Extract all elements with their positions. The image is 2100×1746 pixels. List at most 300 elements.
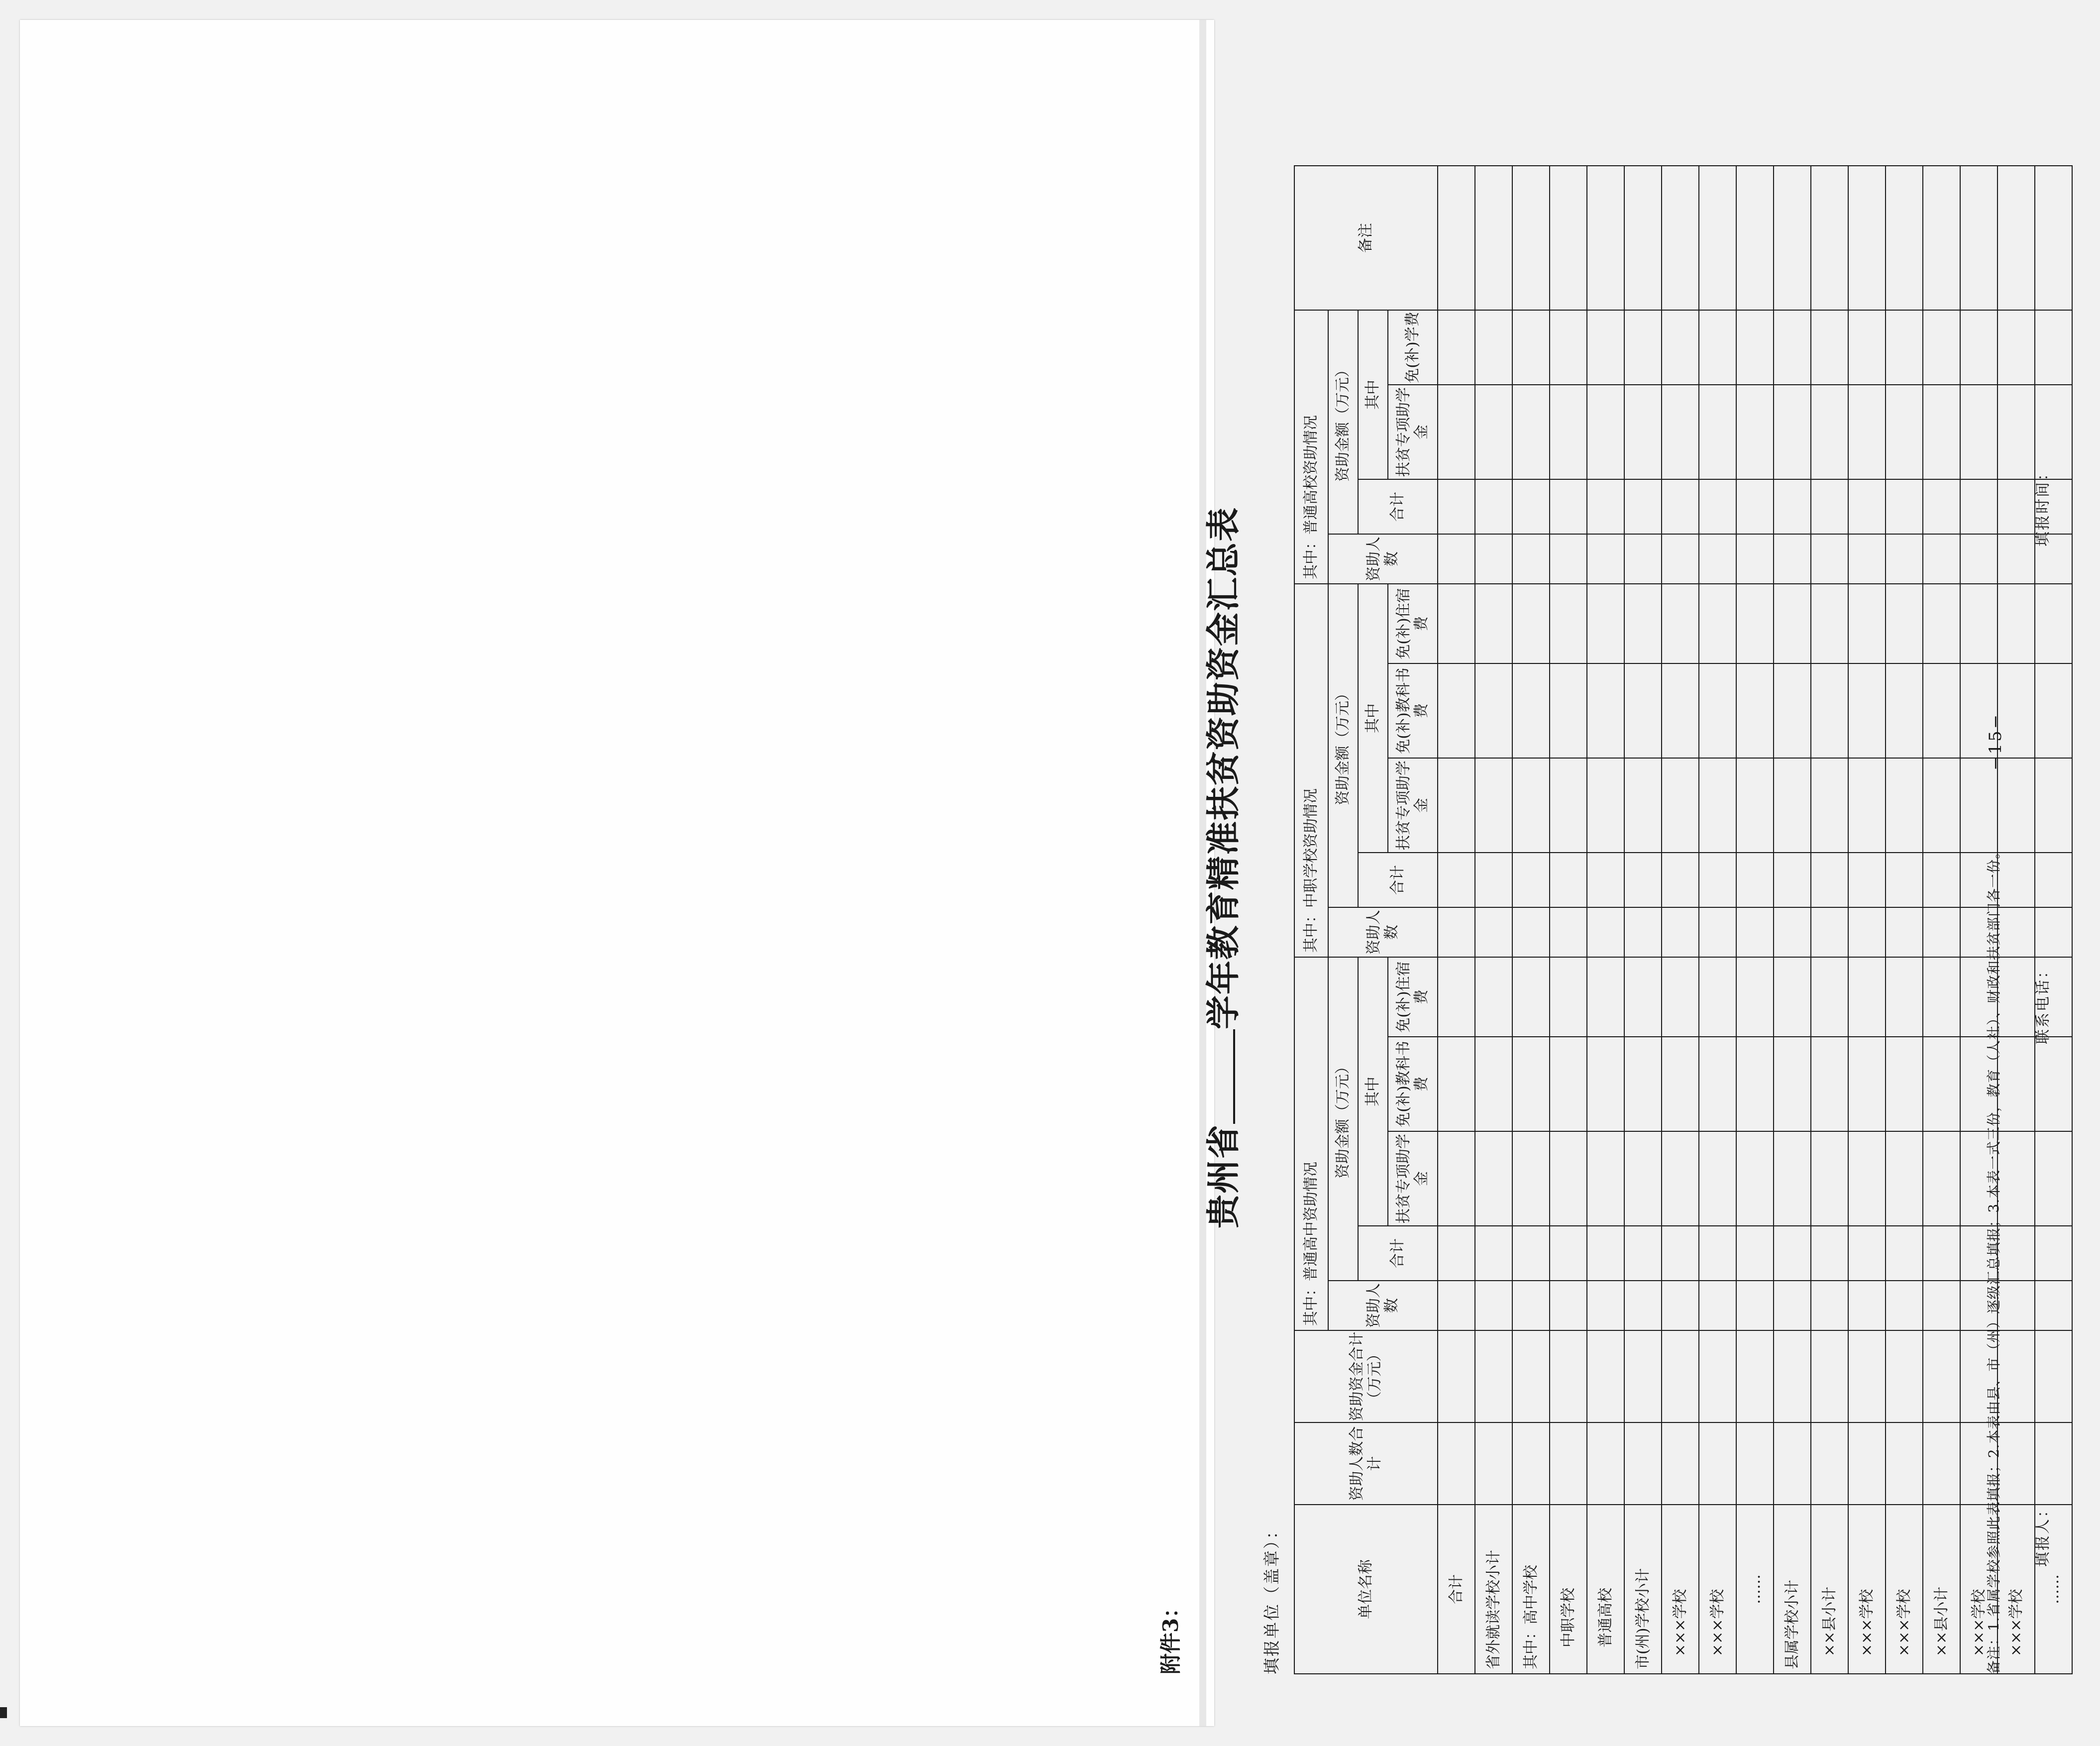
table-cell <box>1587 1281 1624 1330</box>
table-cell <box>1587 479 1624 534</box>
page-number: −15− <box>1986 712 2005 770</box>
header-zhongzhi-group: 其中：中职学校资助情况 <box>1294 584 1328 957</box>
table-cell <box>1662 310 1699 385</box>
table-cell <box>1699 584 1736 663</box>
table-cell <box>1624 385 1662 479</box>
table-cell <box>1587 385 1624 479</box>
table-cell <box>1886 663 1923 758</box>
header-gaozhong-poverty-grant: 扶贫专项助学金 <box>1388 1131 1438 1226</box>
table-cell <box>1699 1037 1736 1131</box>
table-row <box>1475 166 1512 1674</box>
table-cell <box>1475 1422 1512 1505</box>
table-cell <box>1662 385 1699 479</box>
table-cell <box>1848 663 1886 758</box>
table-cell <box>1512 479 1550 534</box>
table-cell <box>1624 1422 1662 1505</box>
table-cell <box>2035 310 2072 385</box>
table-cell <box>1438 1422 1475 1505</box>
table-cell <box>1662 758 1699 853</box>
table-cell <box>1736 663 1774 758</box>
table-cell <box>1923 479 1960 534</box>
table-cell <box>1736 1131 1774 1226</box>
table-cell <box>1848 479 1886 534</box>
table-cell <box>2035 1037 2072 1131</box>
table-cell <box>1475 853 1512 907</box>
row-label: 县属学校小计 <box>1774 1505 1811 1674</box>
table-cell <box>1997 166 2035 310</box>
table-cell <box>1624 310 1662 385</box>
table-cell <box>1848 385 1886 479</box>
table-cell <box>1587 1330 1624 1422</box>
table-cell <box>1774 310 1811 385</box>
table-cell <box>1587 957 1624 1037</box>
table-cell <box>1811 534 1848 584</box>
scan-edge-mark <box>0 1707 7 1718</box>
table-cell <box>1848 758 1886 853</box>
table-cell <box>1736 1422 1774 1505</box>
table-cell <box>1662 663 1699 758</box>
table-cell <box>1923 385 1960 479</box>
table-cell <box>2035 907 2072 957</box>
table-cell <box>1811 907 1848 957</box>
table-cell <box>1587 1037 1624 1131</box>
table-cell <box>1736 1330 1774 1422</box>
header-zhongzhi-of-which: 其中 <box>1358 584 1388 853</box>
table-cell <box>1774 385 1811 479</box>
table-cell <box>1699 534 1736 584</box>
header-gaozhong-of-which: 其中 <box>1358 957 1388 1226</box>
table-row <box>1587 166 1624 1674</box>
table-cell <box>1811 1281 1848 1330</box>
table-cell <box>1587 534 1624 584</box>
table-cell <box>1923 957 1960 1037</box>
table-cell <box>1662 1226 1699 1281</box>
table-cell <box>1774 479 1811 534</box>
table-cell <box>1624 166 1662 310</box>
table-body <box>1438 166 2072 1674</box>
table-cell <box>1438 479 1475 534</box>
table-cell <box>2035 166 2072 310</box>
document-title <box>1197 507 1245 1228</box>
table-cell <box>1811 310 1848 385</box>
table-cell <box>1886 166 1923 310</box>
table-cell <box>1587 1226 1624 1281</box>
table-cell <box>1774 853 1811 907</box>
table-cell <box>1438 853 1475 907</box>
table-cell <box>1923 907 1960 957</box>
table-cell <box>1848 1226 1886 1281</box>
table-cell <box>1923 584 1960 663</box>
table-cell <box>1475 1037 1512 1131</box>
header-total-funds: 资助资金合计（万元） <box>1294 1330 1438 1422</box>
table-cell <box>1512 1330 1550 1422</box>
table-row <box>1774 166 1811 1674</box>
row-label: 市(州)学校小计 <box>1624 1505 1662 1674</box>
table-cell <box>1587 584 1624 663</box>
table-cell <box>1997 584 2035 663</box>
table-cell <box>1886 1422 1923 1505</box>
table-cell <box>1886 1226 1923 1281</box>
table-row <box>1736 166 1774 1674</box>
table-cell <box>1438 1131 1475 1226</box>
table-cell <box>1624 534 1662 584</box>
table-row <box>1438 166 1475 1674</box>
table-cell <box>1550 853 1587 907</box>
table-cell <box>1774 534 1811 584</box>
scanned-page <box>20 20 1214 1726</box>
table-cell <box>1886 479 1923 534</box>
table-cell <box>1550 957 1587 1037</box>
table-cell <box>1848 853 1886 907</box>
table-cell <box>1699 957 1736 1037</box>
table-cell <box>1438 663 1475 758</box>
table-cell <box>1774 584 1811 663</box>
table-cell <box>1997 853 2035 907</box>
table-cell <box>1624 758 1662 853</box>
table-cell <box>1624 1281 1662 1330</box>
table-cell <box>1550 1131 1587 1226</box>
table-cell <box>1475 310 1512 385</box>
table-cell <box>1736 310 1774 385</box>
table-cell <box>1886 534 1923 584</box>
row-label: ××县小计 <box>1923 1505 1960 1674</box>
row-label: 中职学校 <box>1550 1505 1587 1674</box>
table-cell <box>1475 1131 1512 1226</box>
fill-unit-label: 填报单位（盖章）： <box>1262 1521 1281 1674</box>
table-cell <box>1736 758 1774 853</box>
header-gaoxiao-of-which: 其中 <box>1358 310 1388 479</box>
table-cell <box>1662 1281 1699 1330</box>
table-cell <box>1699 853 1736 907</box>
row-label: 普通高校 <box>1587 1505 1624 1674</box>
footer-notes: 备注：1.省属学校参照此表填报；2.本表由县、市（州）逐级汇总填报；3.本表一式三份，教育（人社）、财政和扶贫部门各一份。 <box>1986 844 2002 1674</box>
title-prefix: 贵州省 <box>1204 1123 1244 1228</box>
fill-person-label: 填报人： <box>2034 1501 2052 1567</box>
table-cell <box>1550 1281 1587 1330</box>
row-label: 省外就读学校小计 <box>1475 1505 1512 1674</box>
table-cell <box>1550 166 1587 310</box>
table-cell <box>1662 853 1699 907</box>
table-cell <box>2035 1226 2072 1281</box>
table-cell <box>1886 907 1923 957</box>
table-cell <box>1811 584 1848 663</box>
header-gaoxiao-poverty-grant: 扶贫专项助学金 <box>1388 385 1438 479</box>
table-cell <box>1811 957 1848 1037</box>
table-cell <box>1512 1281 1550 1330</box>
table-cell <box>1699 310 1736 385</box>
table-cell <box>2035 1281 2072 1330</box>
table-cell <box>1997 479 2035 534</box>
header-total-people: 资助人数合计 <box>1294 1422 1438 1505</box>
header-zhongzhi-lodging-fee: 免(补)住宿费 <box>1388 584 1438 663</box>
table-cell <box>1512 663 1550 758</box>
table-cell <box>1662 534 1699 584</box>
table-cell <box>1512 310 1550 385</box>
table-cell <box>2035 584 2072 663</box>
table-cell <box>1960 166 1997 310</box>
table-cell <box>1550 1330 1587 1422</box>
table-cell <box>1475 663 1512 758</box>
table-row <box>1662 166 1699 1674</box>
table-cell <box>1923 1037 1960 1131</box>
table-cell <box>1438 166 1475 310</box>
header-zhongzhi-poverty-grant: 扶贫专项助学金 <box>1388 758 1438 853</box>
table-cell <box>1886 584 1923 663</box>
table-cell <box>1438 1281 1475 1330</box>
table-cell <box>1736 1226 1774 1281</box>
table-cell <box>1438 1226 1475 1281</box>
table-cell <box>1475 534 1512 584</box>
table-cell <box>1438 584 1475 663</box>
table-cell <box>1848 1422 1886 1505</box>
table-cell <box>1811 663 1848 758</box>
table-cell <box>1550 1037 1587 1131</box>
table-cell <box>1774 957 1811 1037</box>
table-cell <box>1550 385 1587 479</box>
table-cell <box>2035 1422 2072 1505</box>
table-cell <box>1774 1037 1811 1131</box>
table-cell <box>1848 1037 1886 1131</box>
table-row <box>1624 166 1662 1674</box>
header-gaozhong-amount: 资助金额（万元） <box>1328 957 1358 1281</box>
table-cell <box>1699 907 1736 957</box>
table-cell <box>1848 1330 1886 1422</box>
table-row <box>1811 166 1848 1674</box>
row-label: 其中：高中学校 <box>1512 1505 1550 1674</box>
table-cell <box>1550 1422 1587 1505</box>
table-cell <box>1923 1281 1960 1330</box>
table-cell <box>1662 166 1699 310</box>
table-cell <box>1475 758 1512 853</box>
row-label: 合计 <box>1438 1505 1475 1674</box>
header-unit-name: 单位名称 <box>1294 1505 1438 1674</box>
table-cell <box>1662 1037 1699 1131</box>
table-cell <box>1624 663 1662 758</box>
table-cell <box>1774 1226 1811 1281</box>
summary-table <box>1294 165 2073 1674</box>
table-cell <box>1624 1037 1662 1131</box>
header-gaozhong-group: 其中：普通高中资助情况 <box>1294 957 1328 1330</box>
table-cell <box>1699 479 1736 534</box>
table-cell <box>1736 1037 1774 1131</box>
header-gaozhong-textbook-fee: 免(补)教科书费 <box>1388 1037 1438 1131</box>
table-cell <box>1438 957 1475 1037</box>
table-cell <box>1960 584 1997 663</box>
table-cell <box>1438 385 1475 479</box>
table-cell <box>1997 310 2035 385</box>
table-cell <box>1662 1131 1699 1226</box>
table-cell <box>1550 907 1587 957</box>
table-cell <box>1624 1226 1662 1281</box>
table-cell <box>1699 166 1736 310</box>
row-label: ×××学校 <box>1699 1505 1736 1674</box>
table-cell <box>1736 534 1774 584</box>
header-zhongzhi-people: 资助人数 <box>1328 907 1438 957</box>
table-cell <box>1923 1330 1960 1422</box>
table-cell <box>1438 534 1475 584</box>
table-cell <box>1475 1226 1512 1281</box>
table-cell <box>1774 166 1811 310</box>
title-suffix: 学年教育精准扶贫资助资金汇总表 <box>1204 506 1244 1029</box>
table-cell <box>1587 853 1624 907</box>
table-cell <box>1997 1226 2035 1281</box>
header-gaoxiao-subtotal: 合计 <box>1358 479 1438 534</box>
table-cell <box>1923 1131 1960 1226</box>
row-label: ×××学校 <box>1662 1505 1699 1674</box>
table-cell <box>1997 907 2035 957</box>
table-cell <box>1923 1226 1960 1281</box>
table-cell <box>1699 1330 1736 1422</box>
header-gaoxiao-group: 其中：普通高校资助情况 <box>1294 310 1328 584</box>
table-cell <box>2035 1131 2072 1226</box>
table-cell <box>1997 1131 2035 1226</box>
rotated-page-content <box>1105 20 2100 1726</box>
table-cell <box>1587 758 1624 853</box>
table-cell <box>1923 1422 1960 1505</box>
table-cell <box>1475 385 1512 479</box>
table-cell <box>1512 957 1550 1037</box>
header-gaoxiao-amount: 资助金额（万元） <box>1328 310 1358 534</box>
table-cell <box>1550 584 1587 663</box>
header-remark: 备注 <box>1294 166 1438 310</box>
table-cell <box>2035 853 2072 907</box>
table-cell <box>1550 1226 1587 1281</box>
table-cell <box>2035 1330 2072 1422</box>
table-cell <box>1811 1422 1848 1505</box>
table-cell <box>1886 853 1923 907</box>
table-cell <box>1774 663 1811 758</box>
table-cell <box>1438 310 1475 385</box>
table-cell <box>1774 1281 1811 1330</box>
row-label: ×××学校 <box>1886 1505 1923 1674</box>
table-cell <box>1848 584 1886 663</box>
table-cell <box>1662 1422 1699 1505</box>
header-gaozhong-subtotal: 合计 <box>1358 1226 1438 1281</box>
table-cell <box>1848 534 1886 584</box>
table-cell <box>1438 1330 1475 1422</box>
table-cell <box>1736 479 1774 534</box>
table-cell <box>1475 584 1512 663</box>
attachment-label: 附件3： <box>1158 1597 1183 1674</box>
table-cell <box>1848 166 1886 310</box>
table-cell <box>1662 584 1699 663</box>
table-cell <box>1587 1422 1624 1505</box>
table-cell <box>1587 907 1624 957</box>
table-cell <box>1662 957 1699 1037</box>
table-cell <box>1960 534 1997 584</box>
table-cell <box>1624 584 1662 663</box>
table-cell <box>1475 1281 1512 1330</box>
table-cell <box>1774 758 1811 853</box>
row-label: ×××学校 <box>1848 1505 1886 1674</box>
table-cell <box>1550 758 1587 853</box>
table-cell <box>1699 758 1736 853</box>
table-cell <box>1736 853 1774 907</box>
table-row <box>1848 166 1886 1674</box>
table-cell <box>1811 853 1848 907</box>
table-cell <box>1550 663 1587 758</box>
row-label: …… <box>1736 1505 1774 1674</box>
table-cell <box>1886 310 1923 385</box>
table-cell <box>1774 1422 1811 1505</box>
table-cell <box>1699 1131 1736 1226</box>
table-cell <box>1997 385 2035 479</box>
row-label: ××县小计 <box>1811 1505 1848 1674</box>
table-cell <box>1512 534 1550 584</box>
table-cell <box>1550 479 1587 534</box>
table-cell <box>1811 1330 1848 1422</box>
row-label: ×××学校 <box>1960 1505 1997 1674</box>
table-row <box>1923 166 1960 1674</box>
table-cell <box>1848 907 1886 957</box>
table-row <box>1699 166 1736 1674</box>
table-cell <box>1512 1131 1550 1226</box>
table-row <box>1997 166 2035 1674</box>
table-cell <box>1624 479 1662 534</box>
table-cell <box>1886 1131 1923 1226</box>
title-year-blank <box>1204 1029 1235 1124</box>
table-cell <box>1512 166 1550 310</box>
table-row <box>1886 166 1923 1674</box>
table-row <box>2035 166 2072 1674</box>
table-cell <box>1475 166 1512 310</box>
table-cell <box>1811 1037 1848 1131</box>
table-cell <box>1736 166 1774 310</box>
table-cell <box>1960 310 1997 385</box>
table-cell <box>1923 663 1960 758</box>
table-cell <box>1997 758 2035 853</box>
table-cell <box>1886 1330 1923 1422</box>
table-cell <box>1923 758 1960 853</box>
table-row <box>1550 166 1587 1674</box>
table-cell <box>1475 1330 1512 1422</box>
table-cell <box>1811 479 1848 534</box>
table-cell <box>1923 166 1960 310</box>
table-cell <box>1662 1330 1699 1422</box>
table-cell <box>1624 1131 1662 1226</box>
table-cell <box>1624 853 1662 907</box>
table-cell <box>1848 1281 1886 1330</box>
table-row <box>1512 166 1550 1674</box>
table-cell <box>1550 310 1587 385</box>
table-cell <box>1923 310 1960 385</box>
table-cell <box>1512 907 1550 957</box>
header-zhongzhi-textbook-fee: 免(补)教科书费 <box>1388 663 1438 758</box>
table-cell <box>1662 479 1699 534</box>
table-cell <box>1774 1131 1811 1226</box>
contact-phone-label: 联系电话： <box>2034 962 2052 1044</box>
table-cell <box>1624 957 1662 1037</box>
table-cell <box>1624 1330 1662 1422</box>
table-cell <box>1811 385 1848 479</box>
table-cell <box>1886 1281 1923 1330</box>
table-cell <box>1587 1131 1624 1226</box>
table-cell <box>1997 1422 2035 1505</box>
table-cell <box>1848 1131 1886 1226</box>
table-cell <box>1811 1131 1848 1226</box>
table-cell <box>1438 758 1475 853</box>
table-cell <box>1886 1037 1923 1131</box>
table-cell <box>1512 1422 1550 1505</box>
table-cell <box>1475 479 1512 534</box>
table-cell <box>1960 479 1997 534</box>
table-cell <box>1512 1226 1550 1281</box>
table-cell <box>1438 1037 1475 1131</box>
table-cell <box>1512 1037 1550 1131</box>
table-cell <box>1923 853 1960 907</box>
header-gaoxiao-people: 资助人数 <box>1328 534 1438 584</box>
header-zhongzhi-amount: 资助金额（万元） <box>1328 584 1358 907</box>
